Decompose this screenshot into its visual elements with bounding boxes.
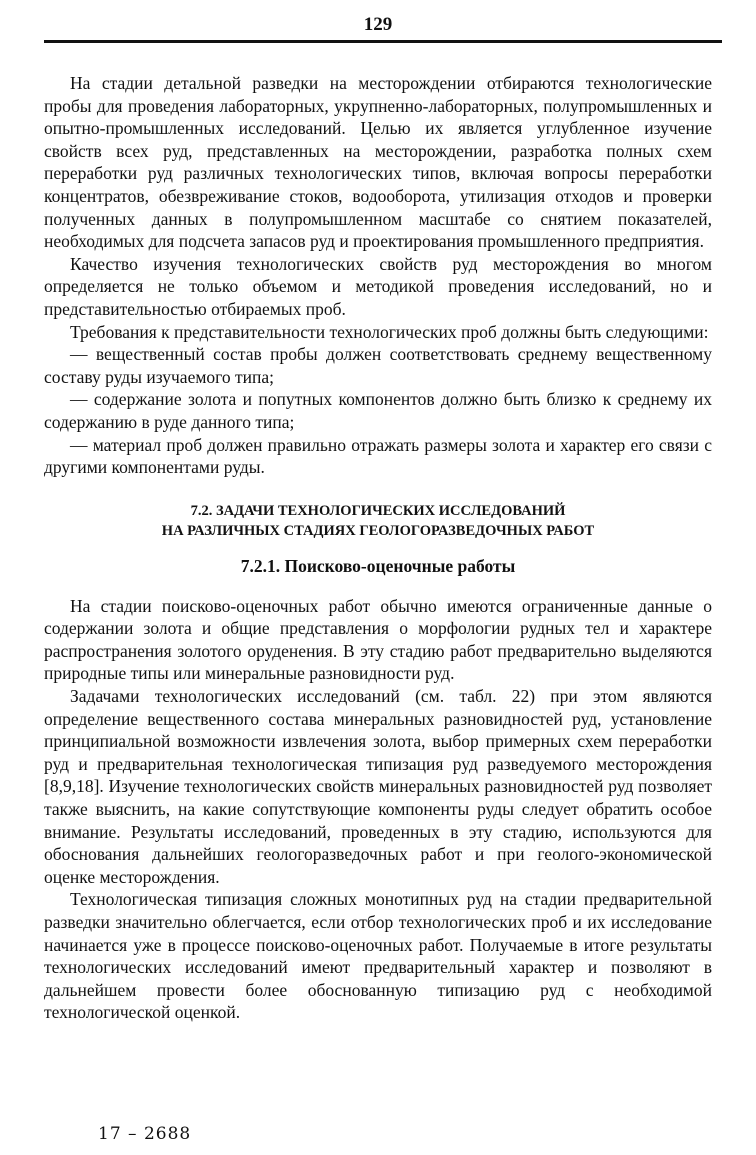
paragraph: Технологическая типизация сложных монотипных руд на стадии предварительной разведки значительно облегчается, если отбор технологических проб и их исследование начинается уже в процессе поисково-оценочных работ. Получаемые в итоге результаты технологических исследований имеют предварительный характер и позволяют в дальнейшем провести более обоснованную типизацию руд с необходимой технологической оценкой. [44, 889, 712, 1023]
paragraph: Качество изучения технологических свойств руд месторождения во многом определяется не только объемом и методикой проведения исследований, но и представительностью отбираемых проб. [44, 253, 712, 319]
subsection-heading: 7.2.1. Поисково-оценочные работы [240, 555, 516, 576]
header-rule [44, 40, 722, 43]
paragraph: Задачами технологических исследований (см. табл. 22) при этом являются определение вещественного состава минеральных разновидностей руд, установление принципиальной возможности извлечения золота, выбор примерных схем переработки руд и предварительная технологическая типизация руд разведуемого месторождения [8,9,18]. Изучение технологических свойств минеральных разновидностей руд позволяет также выяснить, на какие сопутствующие компоненты руды следует обратить особое внимание. Результаты исследований, проведенных в эту стадию, используются для обоснования дальнейших геологоразведочных работ и при геолого-экономической оценке месторождения. [44, 686, 712, 887]
section-heading-line: 7.2. ЗАДАЧИ ТЕХНОЛОГИЧЕСКИХ ИССЛЕДОВАНИЙ [190, 502, 566, 519]
section-heading-line: НА РАЗЛИЧНЫХ СТАДИЯХ ГЕОЛОГОРАЗВЕДОЧНЫХ РАБОТ [161, 522, 595, 539]
paragraph: На стадии поисково-оценочных работ обычно имеются ограниченные данные о содержании золота и общие представления о морфологии рудных тел и характере распространения золотого оруденения. В эту стадию работ предварительно выделяются природные типы или минеральные разновидности руд. [44, 595, 712, 684]
list-item: — содержание золота и попутных компонентов должно быть близко к среднему их содержанию в руде данного типа; [44, 389, 712, 432]
page-number: 129 [363, 14, 393, 35]
list-item: — материал проб должен правильно отражать размеры золота и характер его связи с другими компонентами руды. [44, 434, 712, 478]
section-heading [44, 501, 712, 541]
paragraph: На стадии детальной разведки на месторождении отбираются технологические пробы для проведения лабораторных, укрупненно-лабораторных, полупромышленных и опытно-промышленных исследований. Целью их является углубленное изучение свойств всех руд, представленных на месторождении, разработка полных схем переработки руд различных технологических типов, включая вопросы переработки концентратов, обезвреживание стоков, водооборота, утилизация отходов и проверки полученных данных в полупромышленном масштабе со снятием показателей, необходимых для подсчета запасов руд и проектирования промышленного предприятия. [44, 73, 712, 252]
body-text [44, 72, 712, 1024]
printer-signature: 17 – 2688 [98, 1124, 192, 1144]
list-item: — вещественный состав пробы должен соответствовать среднему вещественному составу руды изучаемого типа; [44, 344, 712, 387]
paragraph: Требования к представительности технологических проб должны быть следующими: [70, 321, 709, 342]
